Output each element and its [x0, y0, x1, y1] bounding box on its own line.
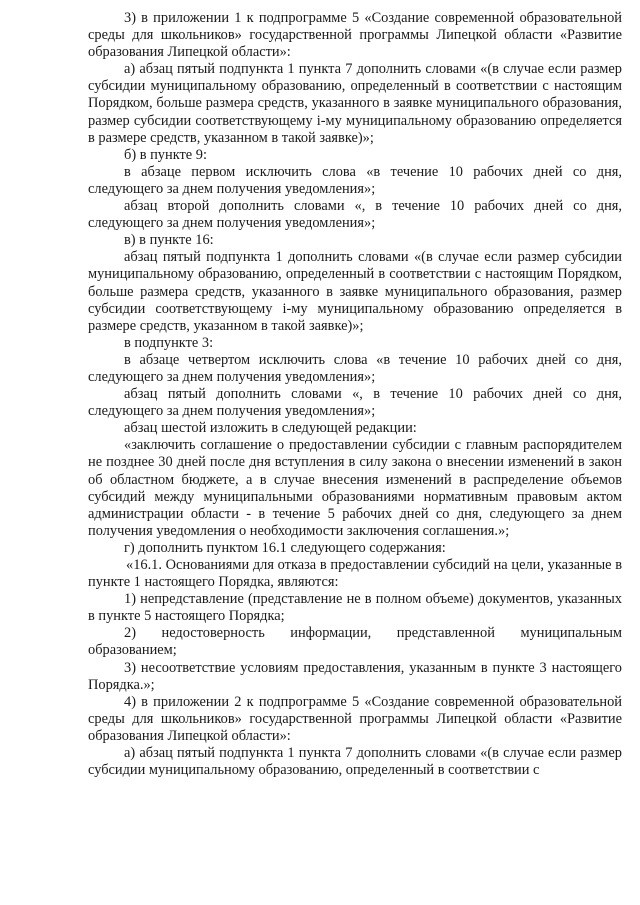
paragraph-subitem-a: а) абзац пятый подпункта 1 пункта 7 дополнить словами «(в случае если размер субсидии муниципальному образованию, определенный в соответствии с настоящим Порядком, больше размера средств, указанного в заявке муниципального образования, размер субсидии соответствующему i-му муниципальному образованию определяется в размере средств, указанном в такой заявке)»;	[88, 61, 622, 146]
paragraph-v-subpoint-3: в подпункте 3:	[124, 334, 214, 351]
paragraph-subitem-g: г) дополнить пунктом 16.1 следующего содержания:	[124, 539, 446, 556]
paragraph-b-first: в абзаце первом исключить слова «в течение 10 рабочих дней со дня, следующего за днем получения уведомления»;	[88, 163, 622, 197]
document-page	[88, 10, 622, 779]
paragraph-16-1-item-3: 3) несоответствие условиям предоставления, указанным в пункте 3 настоящего Порядка.»;	[88, 659, 622, 693]
paragraph-v-fifth: абзац пятый подпункта 1 дополнить словами «(в случае если размер субсидии муниципальному образованию, определенный в соответствии с настоящим Порядком, больше размера средств, указанного в заявке муниципального образования, размер субсидии соответствующему i-му муниципальному образованию определяется в размере средств, указанном в такой заявке)»;	[88, 249, 622, 334]
paragraph-16-1: «16.1. Основаниями для отказа в предоставлении субсидий на цели, указанные в пункте 1 настоящего Порядка, являются:	[88, 557, 622, 591]
paragraph-b-second: абзац второй дополнить словами «, в течение 10 рабочих дней со дня, следующего за днем получения уведомления»;	[88, 198, 622, 232]
paragraph-item-4: 4) в приложении 2 к подпрограмме 5 «Создание современной образовательной среды для школьников» государственной программы Липецкой области «Развитие образования Липецкой области»:	[88, 693, 622, 744]
paragraph-16-1-item-2: 2) недостоверность информации, представленной муниципальным образованием;	[88, 625, 622, 659]
paragraph-subitem-v: в) в пункте 16:	[124, 232, 214, 249]
paragraph-v-sixth-text: «заключить соглашение о предоставлении субсидии с главным распорядителем не позднее 30 дней после дня вступления в силу закона о внесении изменений в закон об областном бюджете, а в случае внесения изменений в распределение объемов субсидий между муниципальными образованиями нормативным правовым актом администрации области - в течение 5 рабочих дней со дня, следующего за днем получения уведомления о необходимости заключения соглашения.»;	[88, 437, 622, 539]
paragraph-item-4-a: а) абзац пятый подпункта 1 пункта 7 дополнить словами «(в случае если размер субсидии муниципальному образованию, определенный в соответствии с	[88, 745, 622, 779]
paragraph-16-1-item-1: 1) непредставление (представление не в полном объеме) документов, указанных в пункте 5 настоящего Порядка;	[88, 591, 622, 625]
paragraph-v-fourth: в абзаце четвертом исключить слова «в течение 10 рабочих дней со дня, следующего за днем получения уведомления»;	[88, 351, 622, 385]
paragraph-item-3: 3) в приложении 1 к подпрограмме 5 «Создание современной образовательной среды для школьников» государственной программы Липецкой области «Развитие образования Липецкой области»:	[88, 10, 622, 61]
paragraph-subitem-b: б) в пункте 9:	[124, 146, 207, 163]
paragraph-v-fifth-add: абзац пятый дополнить словами «, в течение 10 рабочих дней со дня, следующего за днем получения уведомления»;	[88, 386, 622, 420]
paragraph-v-sixth: абзац шестой изложить в следующей редакции:	[124, 420, 417, 437]
